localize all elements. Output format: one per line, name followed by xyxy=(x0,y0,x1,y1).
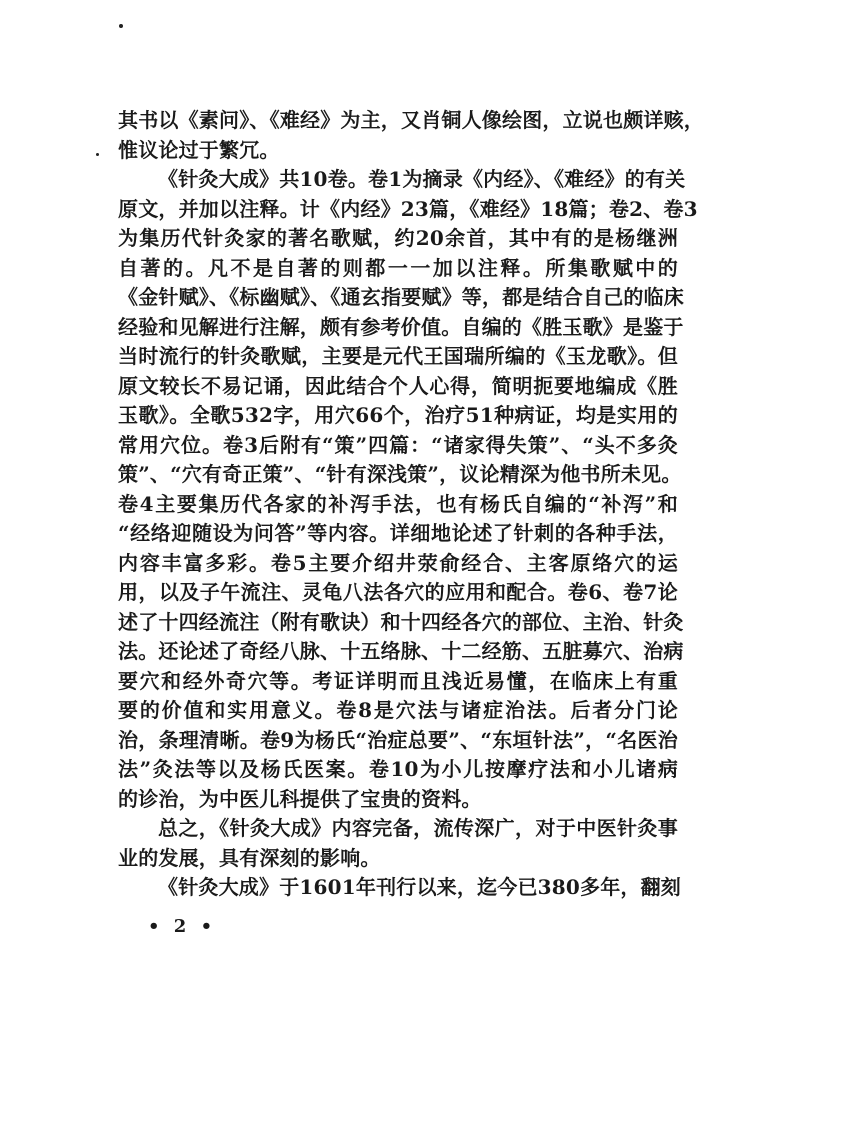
text-line: 的诊治，为中医儿科提供了宝贵的资料。 xyxy=(118,786,482,811)
text-line: 法”灸法等以及杨氏医案。卷10为小儿按摩疗法和小儿诸病 xyxy=(118,757,678,781)
scan-speck xyxy=(96,153,99,156)
text-line: 业的发展，具有深刻的影响。 xyxy=(118,845,381,870)
scan-speck xyxy=(119,24,123,28)
text-line: 原文，并加以注释。计《内经》23篇，《难经》18篇；卷2、卷3 xyxy=(118,196,698,221)
text-line: 玉歌》。全歌532字，用穴66个，治疗51种病证，均是实用的 xyxy=(118,403,678,427)
text-line: 总之，《针灸大成》内容完备，流传深广，对于中医针灸事 xyxy=(158,816,678,840)
text-line: 要的价值和实用意义。卷8是穴法与诸症治法。后者分门论 xyxy=(118,698,678,722)
text-line: 惟议论过于繁冗。 xyxy=(118,137,280,162)
text-line: “经络迎随设为问答”等内容。详细地论述了针刺的各种手法， xyxy=(118,521,678,545)
text-line: 其书以《素问》、《难经》为主，又肖铜人像绘图，立说也颇详赅， xyxy=(118,108,704,132)
text-line: 策”、“穴有奇正策”、“针有深浅策”，议论精深为他书所未见。 xyxy=(118,462,682,486)
text-line: 当时流行的针灸歌赋，主要是元代王国瑞所编的《玉龙歌》。但 xyxy=(118,344,678,368)
page-number: • 2 • xyxy=(148,916,217,937)
text-line: 要穴和经外奇穴等。考证详明而且浅近易懂，在临床上有重 xyxy=(118,668,678,693)
text-line: 《针灸大成》于1601年刊行以来，迄今已380多年，翻刻 xyxy=(158,875,682,899)
text-line: 《针灸大成》共10卷。卷1为摘录《内经》、《难经》的有关 xyxy=(158,167,686,191)
text-line: 卷4主要集历代各家的补泻手法，也有杨氏自编的“补泻”和 xyxy=(118,491,678,516)
text-line: 用，以及子午流注、灵龟八法各穴的应用和配合。卷6、卷7论 xyxy=(118,580,678,604)
text-line: 原文较长不易记诵，因此结合个人心得，简明扼要地编成《胜 xyxy=(118,373,678,398)
text-line: 常用穴位。卷3后附有“策”四篇：“诸家得失策”、“头不多灸 xyxy=(118,432,678,457)
body-text xyxy=(118,106,704,903)
text-line: 述了十四经流注（附有歌诀）和十四经各穴的部位、主治、针灸 xyxy=(118,609,684,634)
text-line: 经验和见解进行注解，颇有参考价值。自编的《胜玉歌》是鉴于 xyxy=(118,314,684,339)
text-line: 内容丰富多彩。卷5主要介绍井荥俞经合、主客原络穴的运 xyxy=(118,550,678,575)
text-line: 为集历代针灸家的著名歌赋，约20余首，其中有的是杨继洲 xyxy=(118,226,678,250)
text-line: 法。还论述了奇经八脉、十五络脉、十二经筋、五脏募穴、治病 xyxy=(118,639,684,663)
text-line: 自著的。凡不是自著的则都一一加以注释。所集歌赋中的 xyxy=(118,255,678,280)
text-line: 治，条理清晰。卷9为杨氏“治症总要”、“东垣针法”，“名医治 xyxy=(118,727,678,752)
text-line: 《金针赋》、《标幽赋》、《通玄指要赋》等，都是结合自己的临床 xyxy=(118,285,684,309)
